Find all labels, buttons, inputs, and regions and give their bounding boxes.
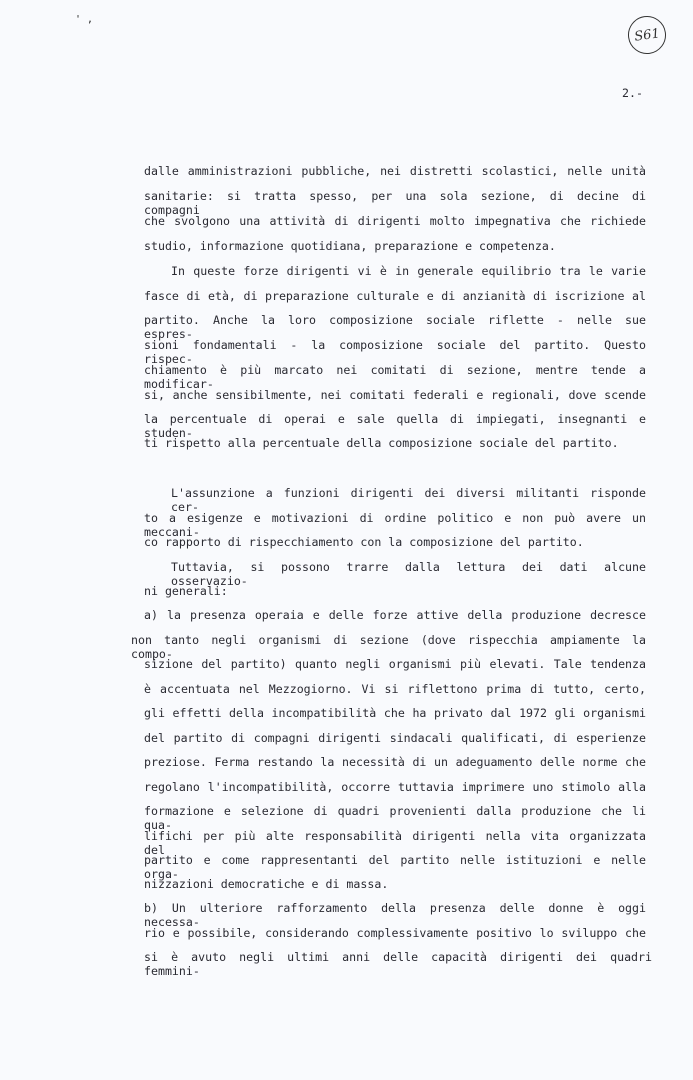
text-line: formazione e selezione di quadri provenienti dalla produzione che li qua- xyxy=(144,804,646,832)
text-line: dalle amministrazioni pubbliche, nei distretti scolastici, nelle unità xyxy=(144,164,646,178)
text-line: nizzazioni democratiche e di massa. xyxy=(144,877,389,891)
text-line: ni generali: xyxy=(144,584,228,598)
archive-stamp: S61 xyxy=(626,14,669,57)
text-line: a) la presenza operaia e delle forze attive della produzione decresce xyxy=(144,608,646,622)
corner-marks: ' , xyxy=(75,14,94,25)
text-line: sanitarie: si tratta spesso, per una sola sezione, di decine di compagni xyxy=(144,189,646,217)
text-line: Tuttavia, si possono trarre dalla lettura dei dati alcune osservazio- xyxy=(171,560,646,588)
text-line: non tanto negli organismi di sezione (dove rispecchia ampiamente la compo- xyxy=(131,633,646,661)
text-line: preziose. Ferma restando la necessità di un adeguamento delle norme che xyxy=(144,755,646,769)
text-line: In queste forze dirigenti vi è in generale equilibrio tra le varie xyxy=(171,264,646,278)
page-number: 2.- xyxy=(622,86,643,100)
text-line: ti rispetto alla percentuale della composizione sociale del partito. xyxy=(144,436,619,450)
text-line: si è avuto negli ultimi anni delle capacità dirigenti dei quadri femmini- xyxy=(144,950,652,978)
text-line: che svolgono una attività di dirigenti molto impegnativa che richiede xyxy=(144,214,646,228)
text-line: partito. Anche la loro composizione sociale riflette - nelle sue espres- xyxy=(144,313,646,341)
text-line: lifichi per più alte responsabilità dirigenti nella vita organizzata del xyxy=(144,829,646,857)
text-line: studio, informazione quotidiana, preparazione e competenza. xyxy=(144,239,556,253)
text-line: rio e possibile, considerando complessivamente positivo lo sviluppo che xyxy=(144,926,646,940)
text-line: regolano l'incompatibilità, occorre tuttavia imprimere uno stimolo alla xyxy=(144,780,646,794)
text-line: partito e come rappresentanti del partito nelle istituzioni e nelle orga- xyxy=(144,853,646,881)
text-line: la percentuale di operai e sale quella di impiegati, insegnanti e studen- xyxy=(144,412,646,440)
text-line: del partito di compagni dirigenti sindacali qualificati, di esperienze xyxy=(144,731,646,745)
text-line: chiamento è più marcato nei comitati di sezione, mentre tende a modificar- xyxy=(144,363,646,391)
text-line: è accentuata nel Mezzogiorno. Vi si riflettono prima di tutto, certo, xyxy=(144,682,646,696)
text-line: co rapporto di rispecchiamento con la composizione del partito. xyxy=(144,535,584,549)
text-line: sioni fondamentali - la composizione sociale del partito. Questo rispec- xyxy=(144,338,646,366)
text-line: L'assunzione a funzioni dirigenti dei diversi militanti risponde cer- xyxy=(171,486,646,514)
text-line: sizione del partito) quanto negli organismi più elevati. Tale tendenza xyxy=(144,657,646,671)
text-line: fasce di età, di preparazione culturale e di anzianità di iscrizione al xyxy=(144,289,646,303)
text-line: b) Un ulteriore rafforzamento della presenza delle donne è oggi necessa- xyxy=(144,901,646,929)
text-line: si, anche sensibilmente, nei comitati federali e regionali, dove scende xyxy=(144,388,646,402)
text-line: to a esigenze e motivazioni di ordine politico e non può avere un meccani- xyxy=(144,511,646,539)
text-line: gli effetti della incompatibilità che ha privato dal 1972 gli organismi xyxy=(144,706,646,720)
